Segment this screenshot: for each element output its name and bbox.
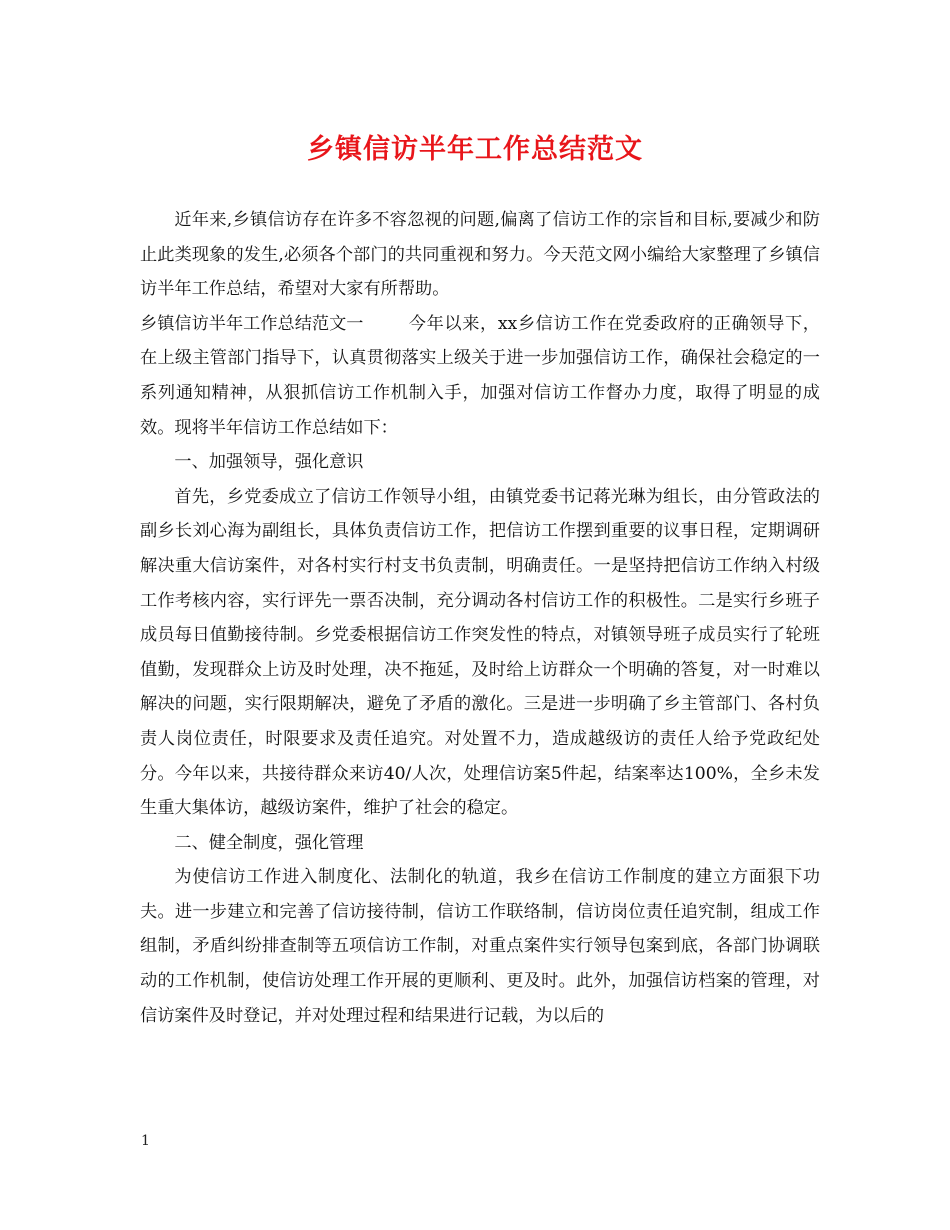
intro-paragraph: 近年来,乡镇信访存在许多不容忽视的问题,偏离了信访工作的宗旨和目标,要减少和防止此类现象的发生,必须各个部门的共同重视和努力。今天范文网小编给大家整理了乡镇信访半年工作总结，希望对大家有所帮助。 xyxy=(140,210,820,300)
section-paragraph-1: 首先，乡党委成立了信访工作领导小组，由镇党委书记蒋光琳为组长，由分管政法的副乡长刘心海为副组长，具体负责信访工作，把信访工作摆到重要的议事日程，定期调研解决重大信访案件，对各村实行村支书负责制，明确责任。一是坚持把信访工作纳入村级工作考核内容，实行评先一票否决制，充分调动各村信访工作的积极性。二是实行乡班子成员每日值勤接待制。乡党委根据信访工作突发性的特点，对镇领导班子成员实行了轮班值勤，发现群众上访及时处理，决不拖延，及时给上访群众一个明确的答复，对一时难以解决的问题，实行限期解决，避免了矛盾的激化。三是进一步明确了乡主管部门、各村负责人岗位责任，时限要求及责任追究。对处置不力，造成越级访的责任人给予党政纪处分。今年以来，共接待群众来访40/人次，处理信访案5件起，结案率达100%，全乡未发生重大集体访，越级访案件，维护了社会的稳定。 xyxy=(140,486,820,819)
section-paragraph-2: 为使信访工作进入制度化、法制化的轨道，我乡在信访工作制度的建立方面狠下功夫。进一步建立和完善了信访接待制，信访工作联络制，信访岗位责任追究制，组成工作组制，矛盾纠纷排查制等五项信访工作制，对重点案件实行领导包案到底，各部门协调联动的工作机制，使信访处理工作开展的更顺利、更及时。此外，加强信访档案的管理，对信访案件及时登记，并对处理过程和结果进行记载，为以后的 xyxy=(140,867,820,1026)
section-heading-2: 二、健全制度，强化管理 xyxy=(174,832,364,853)
page-number: 1 xyxy=(141,1133,150,1149)
sample-paragraph xyxy=(140,307,820,445)
sample-intro: 今年以来，xx乡信访工作在党委政府的正确领导下，在上级主管部门指导下，认真贯彻落实上级关于进一步加强信访工作，确保社会稳定的一系列通知精神，从狠抓信访工作机制入手，加强对信访工作督办力度，取得了明显的成效。现将半年信访工作总结如下： xyxy=(140,313,820,438)
sample-title: 乡镇信访半年工作总结范文一 xyxy=(140,313,364,334)
document-title: 乡镇信访半年工作总结范文 xyxy=(307,134,643,165)
section-heading-1: 一、加强领导，强化意识 xyxy=(174,452,364,473)
document-body xyxy=(140,203,820,1033)
